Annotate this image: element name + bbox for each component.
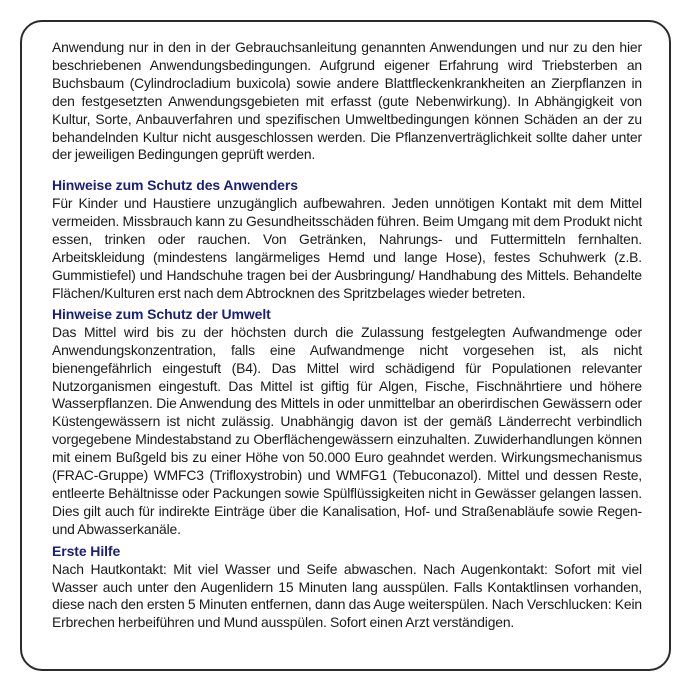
heading-user-protection: Hinweise zum Schutz des Anwenders [52, 177, 298, 194]
heading-environment-protection: Hinweise zum Schutz der Umwelt [52, 305, 271, 322]
label-text-content [52, 39, 642, 632]
environment-protection-paragraph: Das Mittel wird bis zu der höchsten durch die Zulassung festgelegten Aufwandmenge oder Anwendungskonzentration, falls eine Aufwandmenge nicht vorgesehen ist, als nicht bienengefährlich eingestuft (B4). Das Mittel wird schädigend für Populationen relevanter Nutzorganismen eingestuft. Das Mittel ist giftig für Algen, Fische, Fischnährtiere und höhere Wasserpflanzen. Die Anwendung des Mittels in oder unmittelbar an oberirdischen Gewässern oder Küstengewässern ist nicht zulässig. Unabhängig davon ist der gemäß Länderrecht verbindlich vorgegebene Mindestabstand zu Oberflächengewässern einzuhalten. Zuwiderhandlungen können mit einem Bußgeld bis zu einer Höhe von 50.000 Euro geahndet werden. Wirkungsmechanismus (FRAC-Gruppe) WMFC3 (Trifloxystrobin) und WMFG1 (Tebuconazol). Mittel und dessen Reste, entleerte Behältnisse oder Packungen sowie Spülflüssigkeiten nicht in Gewässer gelangen lassen. Dies gilt auch für indirekte Einträge über die Kanalisation, Hof- und Straßenabläufe sowie Regen- und Abwasserkanäle. [52, 323, 642, 537]
user-protection-paragraph: Für Kinder und Haustiere unzugänglich aufbewahren. Jeden unnötigen Kontakt mit dem Mittel vermeiden. Missbrauch kann zu Gesundheitsschäden führen. Beim Umgang mit dem Produkt nicht essen, trinken oder rauchen. Von Getränken, Nahrungs- und Futtermitteln fernhalten. Arbeitskleidung (mindestens langärmeliges Hemd und lange Hose), festes Schuhwerk (z.B. Gummistiefel) und Handschuhe tragen bei der Ausbringung/ Handhabung des Mittels. Behandelte Flächen/Kulturen erst nach dem Abtrocknen des Spritzbelages wieder betreten. [52, 195, 642, 301]
first-aid-paragraph: Nach Hautkontakt: Mit viel Wasser und Seife abwaschen. Nach Augenkontakt: Sofort mit viel Wasser auch unter den Augenlidern 15 Minuten lang ausspülen. Falls Kontaktlinsen vorhanden, diese nach den ersten 5 Minuten entfernen, dann das Auge weiterspülen. Nach Verschlucken: Kein Erbrechen herbeiführen und Mund ausspülen. Sofort einen Arzt verständigen. [52, 560, 642, 631]
heading-first-aid: Erste Hilfe [52, 542, 121, 559]
intro-paragraph: Anwendung nur in den in der Gebrauchsanleitung genannten Anwendungen und nur zu den hier beschriebenen Anwendungsbedingungen. Aufgrund eigener Erfahrung wird Triebsterben an Buchsbaum (Cylindrocladium buxicola) sowie andere Blattfleckenkrankheiten an Zierpflanzen in den festgesetzten Anwendungsgebieten mit erfasst (gute Nebenwirkung). In Abhängigkeit von Kultur, Sorte, Anbauverfahren und spezifischen Umweltbedingungen können Schäden an der zu behandelnden Kultur nicht ausgeschlossen werden. Die Pflanzenverträglichkeit sollte daher unter der jeweiligen Bedingungen geprüft werden. [52, 39, 642, 163]
